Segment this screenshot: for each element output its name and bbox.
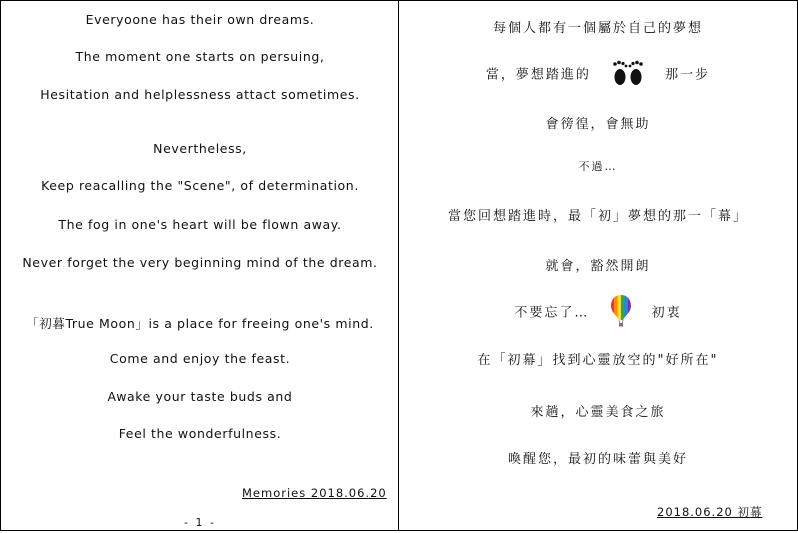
zh-line-2-left: 當，夢想踏進的 xyxy=(485,67,591,83)
hot-air-balloon-icon xyxy=(610,294,632,332)
zh-line-10: 喚醒您，最初的味蕾與美好 xyxy=(507,452,688,467)
signature-date: Memories 2018.06.20 xyxy=(242,486,387,500)
zh-line-4: 不過… xyxy=(578,160,618,173)
zh-line-2 xyxy=(399,59,797,91)
zh-line-6: 就會，豁然開朗 xyxy=(545,259,651,274)
text-line-11: Feel the wonderfulness. xyxy=(118,426,282,441)
zh-line-7-left: 不要忘了… xyxy=(514,305,590,321)
zh-line-9: 來趟，心靈美食之旅 xyxy=(530,405,666,420)
footprints-icon xyxy=(611,59,645,91)
text-line-2: The moment one starts on persuing, xyxy=(75,49,325,64)
zh-line-7-right: 初衷 xyxy=(651,305,682,321)
zh-line-7 xyxy=(399,294,797,332)
page-number: - 1 - xyxy=(184,516,216,529)
signature-date-zh: 2018.06.20 初幕 xyxy=(657,505,763,519)
text-line-4: Nevertheless, xyxy=(153,141,247,156)
zh-line-1: 每個人都有一個屬於自己的夢想 xyxy=(492,21,703,36)
text-line-3: Hesitation and helplessness attact sometimes. xyxy=(40,87,360,102)
text-line-9: Come and enjoy the feast. xyxy=(109,351,291,366)
text-line-8: 「初暮True Moon」is a place for freeing one's mind. xyxy=(26,316,374,331)
text-line-10: Awake your taste buds and xyxy=(107,389,293,404)
right-page xyxy=(398,0,798,531)
text-line-6: The fog in one's heart will be flown away. xyxy=(58,217,342,232)
zh-line-5: 當您回想踏進時，最「初」夢想的那一「幕」 xyxy=(447,209,748,224)
text-line-5: Keep reacalling the "Scene", of determination. xyxy=(41,178,359,193)
text-line-1: Everyoone has their own dreams. xyxy=(85,12,315,27)
text-line-7: Never forget the very beginning mind of the dream. xyxy=(22,255,378,270)
left-page xyxy=(0,0,400,531)
zh-line-3: 會徬徨，會無助 xyxy=(545,117,651,132)
zh-line-2-right: 那一步 xyxy=(665,67,711,83)
zh-line-8: 在「初幕」找到心靈放空的"好所在" xyxy=(477,353,719,368)
